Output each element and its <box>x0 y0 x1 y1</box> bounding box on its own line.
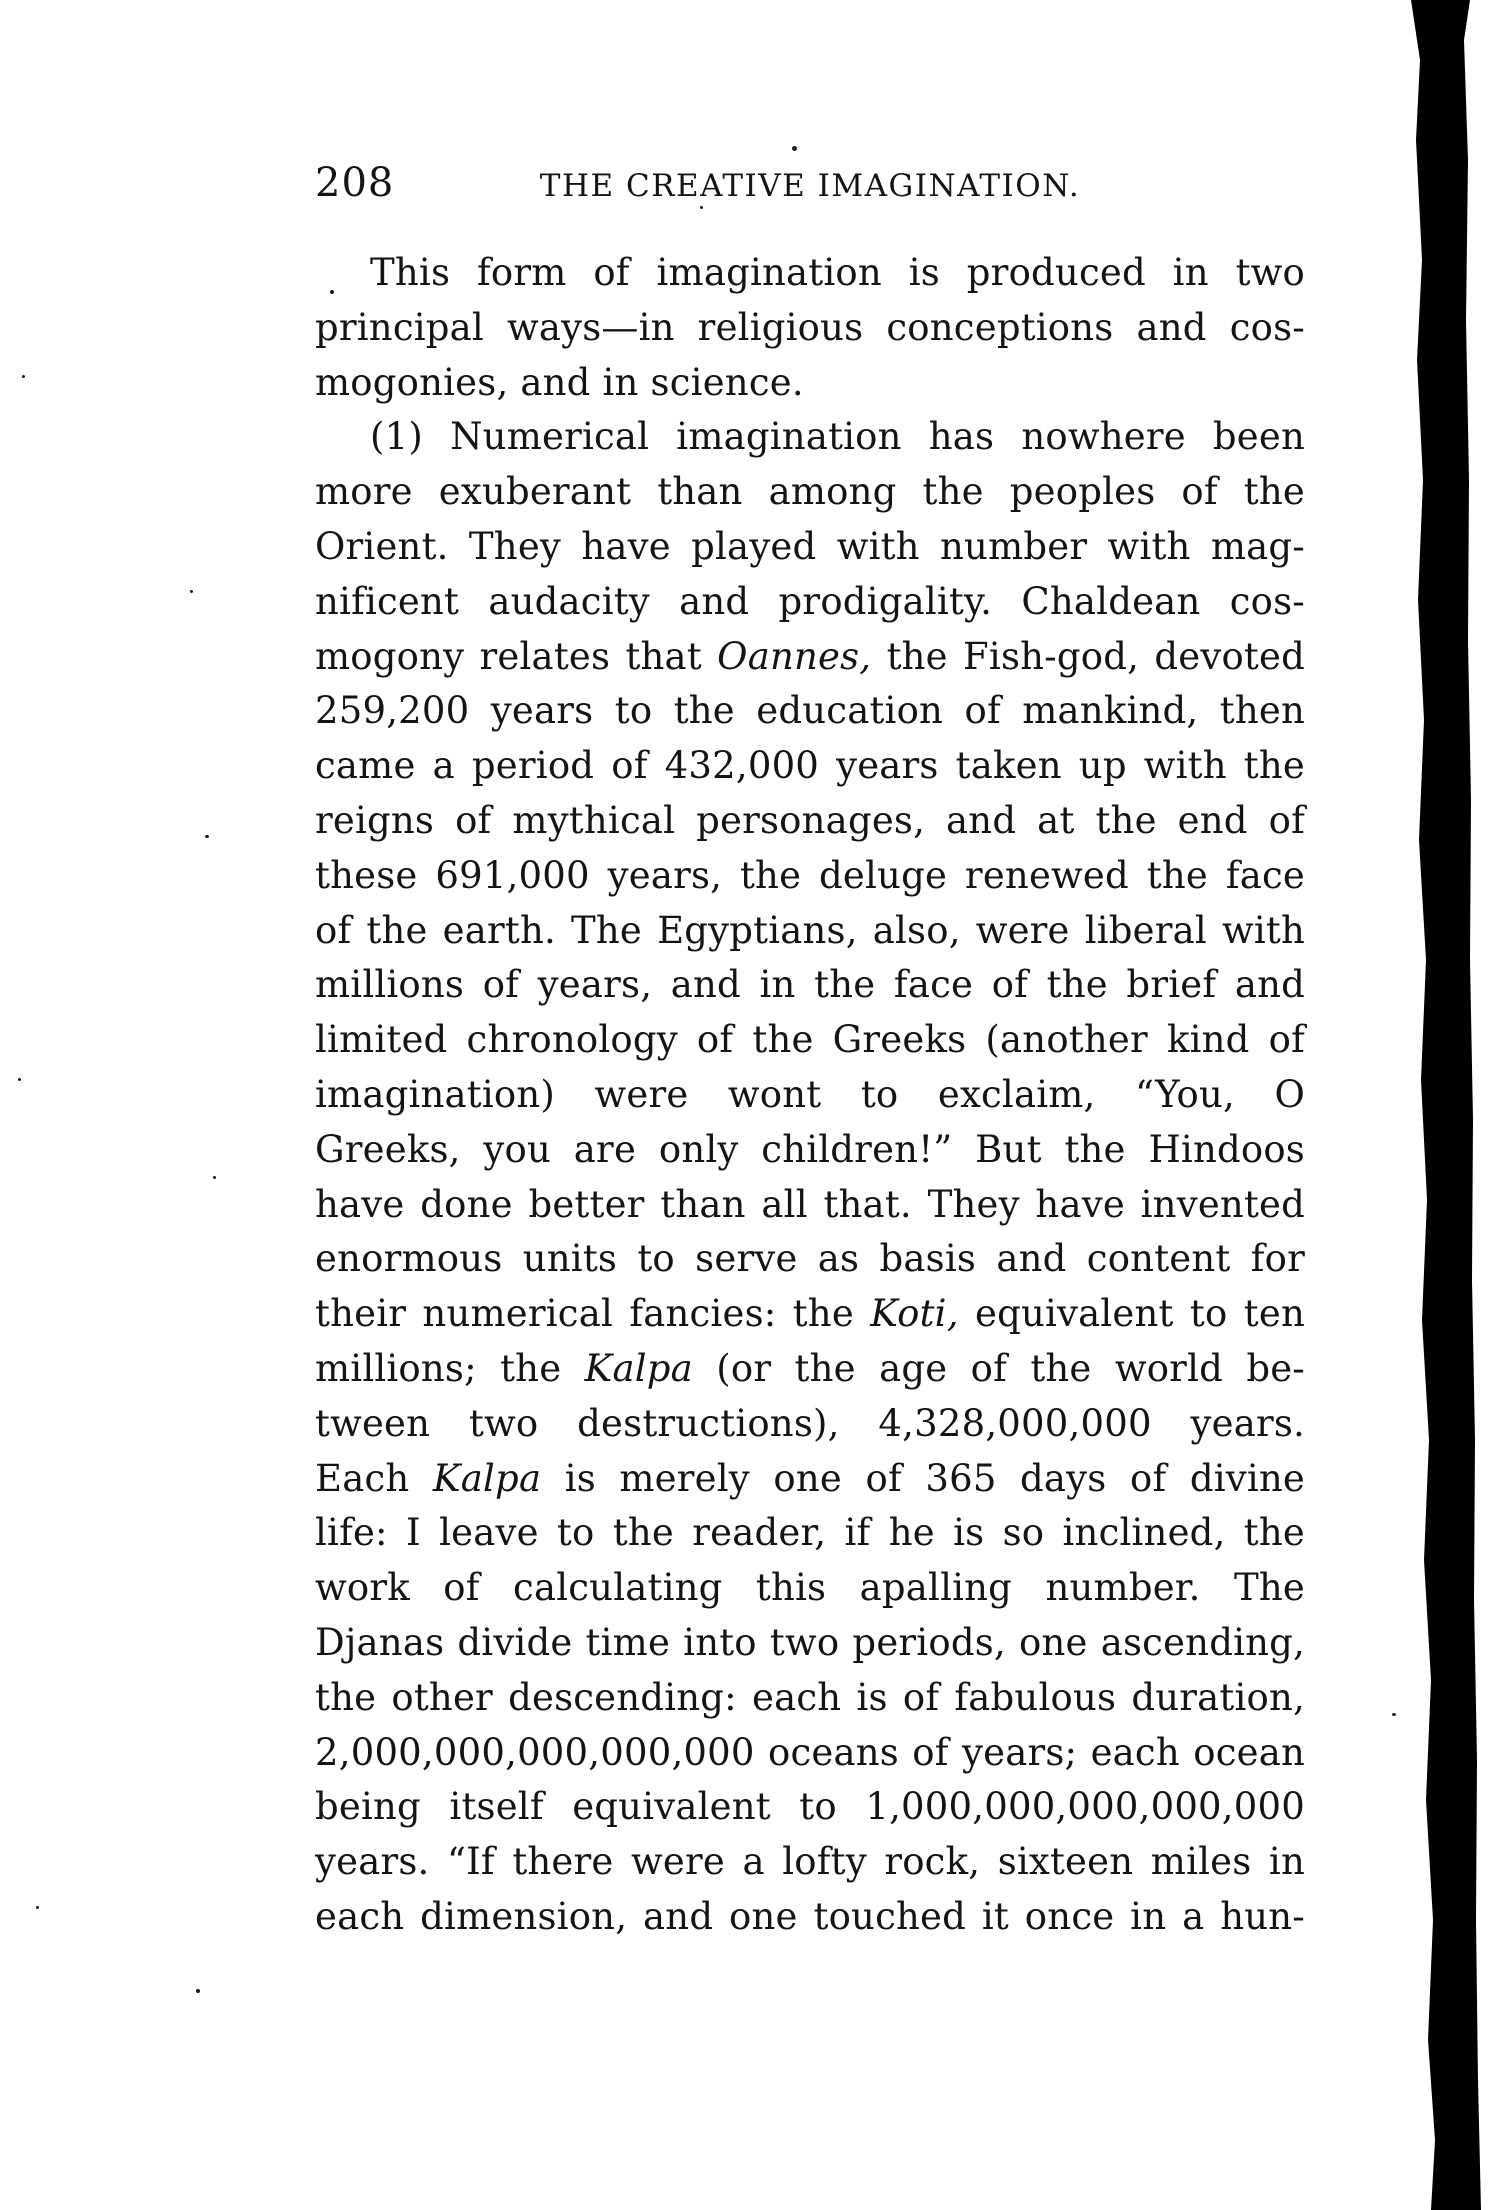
text-segment: more exuberant than among the peoples of the <box>315 470 1305 514</box>
scan-speck <box>196 1989 200 1993</box>
text-segment: being itself equivalent to 1,000,000,000,000,000 <box>315 1785 1305 1829</box>
italic-term: Kalpa <box>584 1346 693 1390</box>
scan-speck <box>22 375 25 378</box>
scan-speck <box>190 590 193 593</box>
text-segment: Orient. They have played with number with mag- <box>315 524 1305 568</box>
italic-term: Oannes, <box>717 634 872 678</box>
text-segment: the Fish-god, devoted <box>871 634 1305 678</box>
text-segment: Greeks, you are only children!” But the Hindoos <box>315 1127 1305 1171</box>
text-segment: each dimension, and one touched it once in a hun- <box>315 1894 1305 1938</box>
text-segment: came a period of 432,000 years taken up with the <box>315 744 1305 788</box>
scan-speck <box>36 1906 39 1909</box>
page-number: 208 <box>315 160 395 206</box>
scan-speck <box>792 146 797 151</box>
text-segment: millions; the <box>315 1346 585 1390</box>
scan-speck <box>700 206 703 209</box>
text-segment: (1) Numerical imagination has nowhere been <box>370 415 1305 459</box>
scan-speck <box>213 1176 216 1179</box>
text-segment: reigns of mythical personages, and at the end of <box>315 798 1305 842</box>
text-segment: years. “If there were a lofty rock, sixteen miles in <box>315 1840 1305 1884</box>
text-segment: work of calculating this apalling number. The <box>315 1566 1305 1610</box>
text-segment: mogony relates that <box>315 634 718 678</box>
text-segment: tween two destructions), 4,328,000,000 years. <box>315 1401 1305 1445</box>
text-segment: 259,200 years to the education of mankind, then <box>315 689 1305 733</box>
text-segment: enormous units to serve as basis and content for <box>315 1237 1305 1281</box>
text-segment: is merely one of 365 days of divine <box>541 1456 1306 1500</box>
text-segment: imagination) were wont to exclaim, “You, O <box>315 1072 1305 1116</box>
text-segment: of the earth. The Egyptians, also, were liberal with <box>315 908 1305 952</box>
text-segment: Each <box>315 1456 433 1500</box>
italic-term: Koti, <box>870 1292 959 1336</box>
text-segment: life: I leave to the reader, if he is so inclined, the <box>315 1511 1305 1555</box>
text-segment: This form of imagination is produced in two <box>370 251 1305 294</box>
text-segment: the other descending: each is of fabulous duration, <box>315 1675 1305 1719</box>
scan-speck <box>330 290 334 294</box>
text-segment: millions of years, and in the face of the brief and <box>315 963 1305 1007</box>
scan-speck <box>1392 1713 1396 1716</box>
text-segment: nificent audacity and prodigality. Chaldean cos- <box>315 579 1305 623</box>
text-segment: these 691,000 years, the deluge renewed the face <box>315 853 1305 897</box>
text-segment: 2,000,000,000,000,000 oceans of years; each ocean <box>315 1730 1305 1774</box>
text-segment: (or the age of the world be- <box>692 1346 1305 1390</box>
scan-speck <box>18 1078 21 1081</box>
scan-speck <box>205 835 209 838</box>
text-segment: Djanas divide time into two periods, one ascending, <box>315 1620 1305 1664</box>
text-segment: their numerical fancies: the <box>315 1292 871 1336</box>
italic-term: Kalpa <box>432 1456 542 1500</box>
text-segment: mogonies, and in science. <box>315 360 804 404</box>
text-segment: have done better than all that. They have invented <box>315 1182 1305 1226</box>
text-segment: equivalent to ten <box>958 1292 1305 1336</box>
running-title: THE CREATIVE IMAGINATION. <box>539 168 1081 204</box>
text-segment: limited chronology of the Greeks (another kind of <box>315 1018 1305 1062</box>
text-segment: principal ways—in religious conceptions and cos- <box>315 305 1305 349</box>
